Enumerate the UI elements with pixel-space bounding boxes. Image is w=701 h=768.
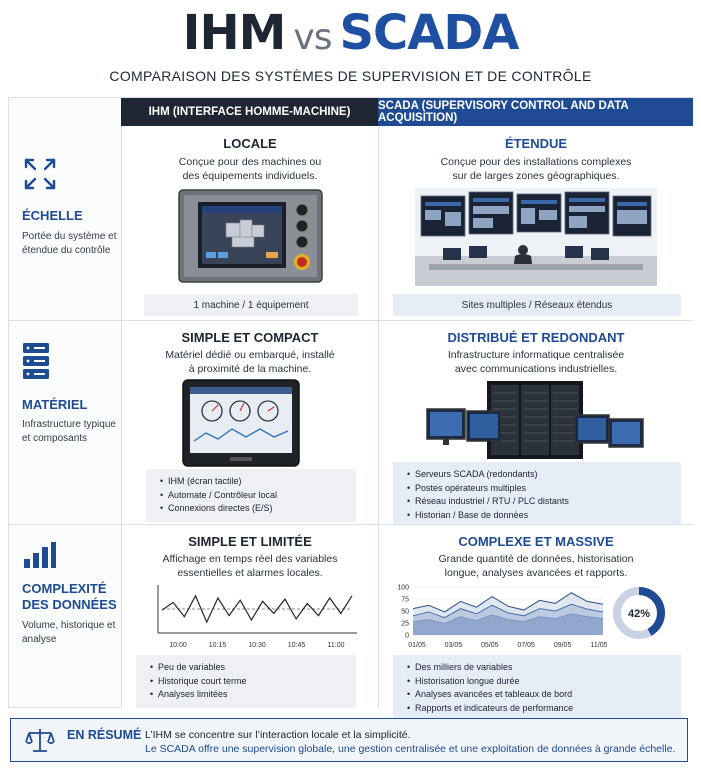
kpi-donut-chart xyxy=(611,585,667,641)
y-tick-label: 100 xyxy=(397,584,409,592)
list-item: • Rapports et indicateurs de performance xyxy=(407,702,673,716)
title-scada: SCADA xyxy=(339,5,519,61)
row-label-echelle xyxy=(9,126,121,320)
row-desc-materiel: Infrastructure typique et composants xyxy=(22,419,116,444)
list-item: • Connexions directes (E/S) xyxy=(160,502,348,516)
x-tick-label: 03/05 xyxy=(444,642,463,649)
cell-caption: 1 machine / 1 équipement xyxy=(144,294,358,316)
list-item: • Peu de variables xyxy=(150,661,348,675)
x-tick-label: 09/05 xyxy=(553,642,572,649)
cell-title: ÉTENDUE xyxy=(504,136,568,151)
summary-line-1: L’IHM se concentre sur l’interaction locale et la simplicité. xyxy=(145,729,411,741)
server-infrastructure-image xyxy=(425,379,645,463)
cell-title: DISTRIBUÉ ET REDONDANT xyxy=(447,330,625,345)
list-item: • Serveurs SCADA (redondants) xyxy=(407,468,673,482)
cell-desc: Conçue pour des installations complexes sur de larges zones géographiques. xyxy=(440,156,632,182)
cell-desc: Matériel dédié ou embarqué, installé à proximité de la machine. xyxy=(165,349,335,375)
list-item: • IHM (écran tactile) xyxy=(160,475,348,489)
x-tick-label: 11:00 xyxy=(327,642,345,649)
hmi-panel-image xyxy=(178,188,323,284)
column-header-ihm: IHM (INTERFACE HOMME-MACHINE) xyxy=(121,98,378,126)
column-header-scada: SCADA (SUPERVISORY CONTROL AND DATA ACQUISITION) xyxy=(378,98,693,126)
x-tick-label: 10:45 xyxy=(287,642,306,649)
realtime-line-chart xyxy=(152,583,362,653)
row-name-donnees: COMPLEXITÉ DES DONNÉES xyxy=(22,581,117,612)
touchscreen-image xyxy=(182,379,300,469)
cell-title: LOCALE xyxy=(223,136,277,151)
summary-box xyxy=(10,718,688,762)
summary-title: EN RÉSUMÉ xyxy=(67,728,142,742)
page-subtitle: COMPARAISON DES SYSTÈMES DE SUPERVISION ET DE CONTRÔLE xyxy=(109,68,592,84)
expand-arrows-icon xyxy=(22,156,58,192)
y-tick-label: 50 xyxy=(401,608,409,616)
x-tick-label: 01/05 xyxy=(408,642,426,649)
row-label-donnees xyxy=(9,525,121,708)
list-item: • Historisation longue durée xyxy=(407,675,673,689)
cell-desc: Infrastructure informatique centralisée avec communications industrielles. xyxy=(447,349,625,375)
list-item: • Automate / Contrôleur local xyxy=(160,489,348,503)
x-tick-label: 10:00 xyxy=(169,642,187,649)
list-item: • Des milliers de variables xyxy=(407,661,673,675)
list-item: • Réseau industriel / RTU / PLC distants xyxy=(407,495,673,509)
cell-desc: Grande quantité de données, historisation longue, analyses avancées et rapports. xyxy=(438,553,634,579)
x-tick-label: 05/05 xyxy=(481,642,499,649)
cell-caption: Sites multiples / Réseaux étendus xyxy=(393,294,681,316)
cell-echelle-scada xyxy=(378,126,693,320)
cell-desc: Conçue pour des machines ou des équipements individuels. xyxy=(178,156,322,182)
server-rack-icon xyxy=(22,341,50,381)
bullet-list xyxy=(393,462,681,528)
cell-materiel-ihm xyxy=(121,321,378,524)
x-tick-label: 10:15 xyxy=(208,642,227,649)
cell-materiel-scada xyxy=(378,321,693,524)
bar-chart-icon xyxy=(22,541,56,569)
list-item: • Analyses avancées et tableaux de bord xyxy=(407,688,673,702)
list-item: • Analyses limitées xyxy=(150,688,348,702)
cell-donnees-ihm xyxy=(121,525,378,708)
y-tick-label: 25 xyxy=(401,620,409,628)
cell-title: SIMPLE ET LIMITÉE xyxy=(188,534,312,549)
cell-desc: Affichage en temps réel des variables essentielles et alarmes locales. xyxy=(162,553,338,579)
bullet-list xyxy=(393,655,681,721)
list-item: • Postes opérateurs multiples xyxy=(407,482,673,496)
x-tick-label: 11/05 xyxy=(590,642,607,649)
row-desc-echelle: Portée du système et étendue du contrôle xyxy=(22,231,117,256)
cell-title: COMPLEXE ET MASSIVE xyxy=(458,534,614,549)
page-title xyxy=(0,4,701,67)
bullet-list xyxy=(146,469,356,522)
list-item: • Historian / Base de données xyxy=(407,509,673,523)
row-label-materiel xyxy=(9,321,121,524)
cell-echelle-ihm xyxy=(121,126,378,320)
title-ihm: IHM xyxy=(182,5,286,61)
control-room-image xyxy=(415,188,657,286)
x-tick-label: 07/05 xyxy=(517,642,535,649)
y-tick-label: 0 xyxy=(405,632,409,640)
list-item: • Historique court terme xyxy=(150,675,348,689)
y-tick-label: 75 xyxy=(401,596,409,604)
bullet-list xyxy=(136,655,356,708)
title-vs: vs xyxy=(293,17,332,58)
row-desc-donnees: Volume, historique et analyse xyxy=(22,620,116,645)
summary-line-2: Le SCADA offre une supervision globale, une gestion centralisée et une exploitation de données à grande échelle. xyxy=(145,743,676,755)
row-name-materiel: MATÉRIEL xyxy=(22,397,88,412)
scales-icon xyxy=(25,726,55,754)
cell-title: SIMPLE ET COMPACT xyxy=(181,330,319,345)
row-name-echelle: ÉCHELLE xyxy=(22,208,83,223)
historical-area-chart xyxy=(389,583,607,653)
cell-donnees-scada xyxy=(378,525,693,713)
donut-label: 42% xyxy=(627,608,651,620)
x-tick-label: 10:30 xyxy=(248,642,266,649)
